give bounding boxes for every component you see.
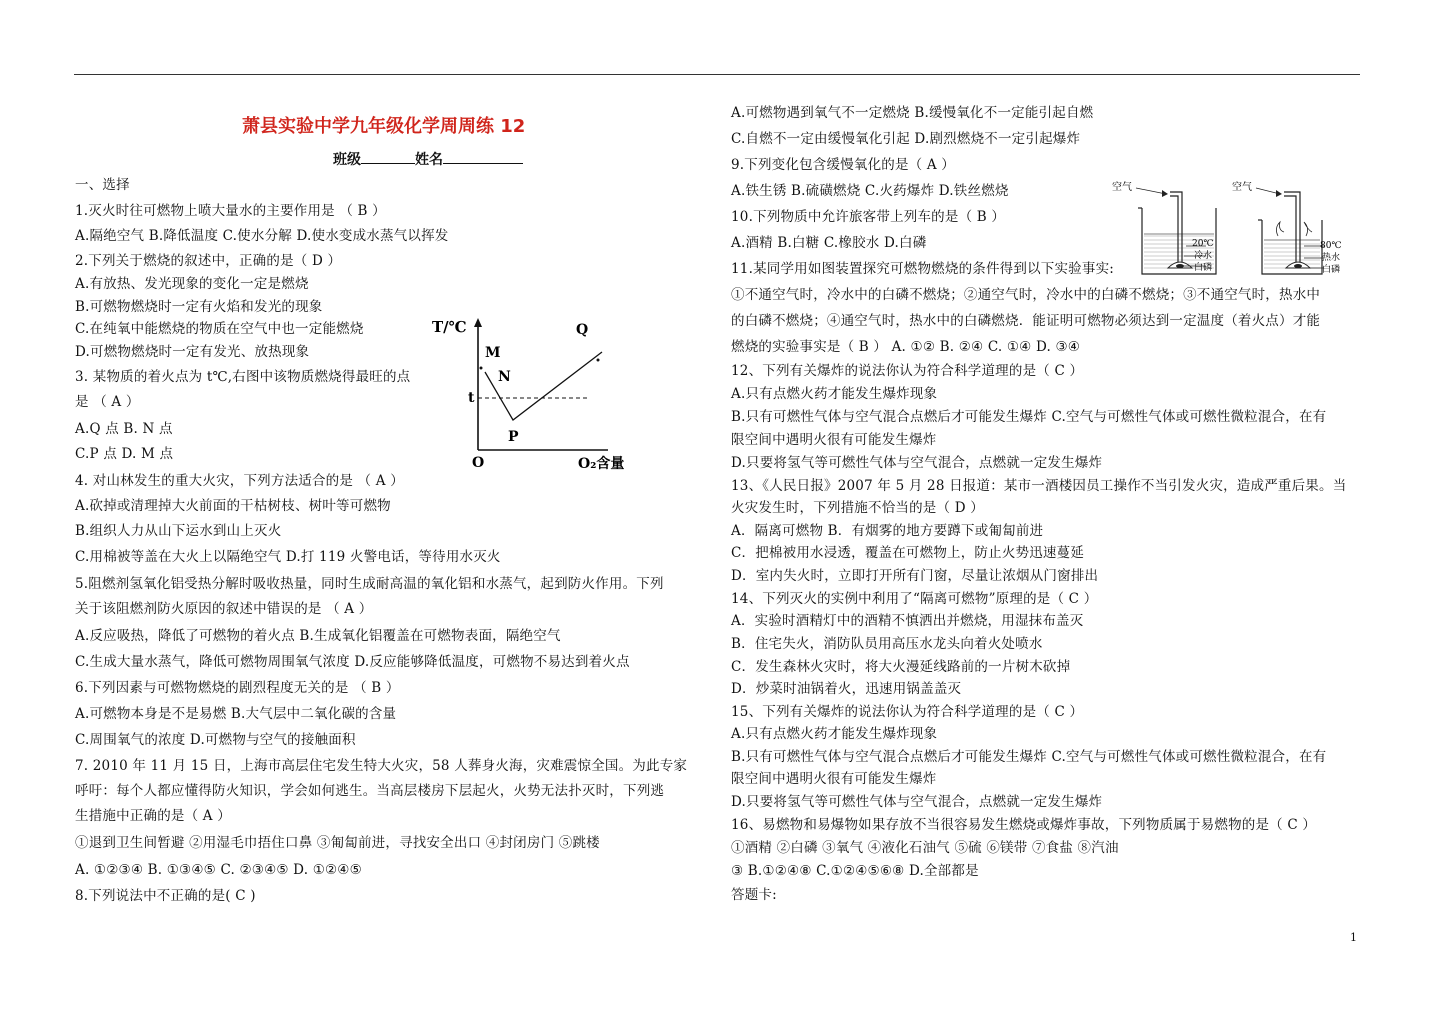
question-line: 16、易燃物和易爆物如果存放不当很容易发生燃烧或爆炸事故，下列物质属于易燃物的是（ C ） bbox=[731, 817, 1317, 833]
x-axis-label: O₂含量 bbox=[578, 456, 625, 472]
question-line: A.有放热、发光现象的变化一定是燃烧 bbox=[75, 276, 309, 292]
question-line: 3. 某物质的着火点为 t℃,右图中该物质燃烧得最旺的点 bbox=[75, 369, 411, 385]
name-label: 姓名 bbox=[415, 152, 443, 168]
question-line: 12、下列有关爆炸的说法你认为符合科学道理的是（ C ） bbox=[731, 363, 1084, 379]
question-line: D.只要将氢气等可燃性气体与空气混合，点燃就一定发生爆炸 bbox=[731, 455, 1103, 471]
question-line: 限空间中遇明火很有可能发生爆炸 bbox=[731, 432, 937, 448]
y-axis-label: T/℃ bbox=[432, 318, 467, 336]
left-air-label: 空气 bbox=[1112, 182, 1132, 193]
name-blank[interactable] bbox=[443, 150, 523, 164]
origin-label: O bbox=[472, 455, 485, 471]
t-label: t bbox=[468, 390, 475, 406]
question-line: A．隔离可燃物 B．有烟雾的地方要蹲下或匍匐前进 bbox=[731, 523, 1044, 539]
right-phosphorus-label: 白磷 bbox=[1322, 265, 1341, 275]
question-line: ①酒精 ②白磷 ③氧气 ④液化石油气 ⑤硫 ⑥镁带 ⑦食盐 ⑧汽油 bbox=[731, 840, 1119, 856]
graph-curve bbox=[485, 352, 602, 420]
apparatus-diagram bbox=[1108, 174, 1353, 280]
question-line: A.铁生锈 B.硫磺燃烧 C.火药爆炸 D.铁丝燃烧 bbox=[731, 183, 1009, 199]
question-line: B.只有可燃性气体与空气混合点燃后才可能发生爆炸 C.空气与可燃性气体或可燃性微粒混合，在有 bbox=[731, 749, 1327, 765]
question-line: D．室内失火时，立即打开所有门窗，尽量让浓烟从门窗排出 bbox=[731, 568, 1099, 584]
question-line: ③ B.①②④⑧ C.①②④⑤⑥⑧ D.全部都是 bbox=[731, 863, 979, 879]
question-line: A．实验时酒精灯中的酒精不慎洒出并燃烧，用湿抹布盖灭 bbox=[731, 613, 1084, 629]
header-rule bbox=[74, 74, 1360, 75]
question-line: A.可燃物本身是不是易燃 B.大气层中二氧化碳的含量 bbox=[75, 706, 397, 722]
page-number: 1 bbox=[1350, 931, 1357, 944]
question-line: 呼吁：每个人都应懂得防火知识，学会如何逃生。当高层楼房下层起火，火势无法扑灭时，下列逃 bbox=[75, 783, 665, 799]
question-line: C．把棉被用水浸透，覆盖在可燃物上，防止火势迅速蔓延 bbox=[731, 545, 1085, 561]
question-line: 限空间中遇明火很有可能发生爆炸 bbox=[731, 771, 937, 787]
left-temp-label: 20℃ bbox=[1192, 239, 1214, 249]
question-line: 是 （ A ） bbox=[75, 394, 140, 410]
question-line: D．炒菜时油锅着火，迅速用锅盖盖灭 bbox=[731, 681, 962, 697]
question-line: 的白磷不燃烧；④通空气时，热水中的白磷燃烧．能证明可燃物必须达到一定温度（着火点）才能 bbox=[731, 313, 1321, 329]
question-line: 7. 2010 年 11 月 15 日，上海市高层住宅发生特大火灾，58 人葬身火海，灾难震惊全国。为此专家 bbox=[75, 758, 688, 774]
question-line: C.用棉被等盖在大火上以隔绝空气 D.打 119 火警电话，等待用水灭火 bbox=[75, 549, 501, 565]
class-label: 班级 bbox=[333, 152, 361, 168]
question-line: 10.下列物质中允许旅客带上列车的是（ B ） bbox=[731, 209, 1006, 225]
question-line: 一、选择 bbox=[75, 177, 130, 193]
point-q-dot bbox=[597, 359, 600, 362]
question-line: B.可燃物燃烧时一定有火焰和发光的现象 bbox=[75, 299, 323, 315]
question-line: C.生成大量水蒸气，降低可燃物周围氧气浓度 D.反应能够降低温度，可燃物不易达到着火点 bbox=[75, 654, 630, 670]
question-line: A.隔绝空气 B.降低温度 C.使水分解 D.使水变成水蒸气以挥发 bbox=[75, 228, 449, 244]
question-line: 燃烧的实验事实是（ B ） A. ①② B. ②④ C. ①④ D. ③④ bbox=[731, 339, 1081, 355]
question-line: A.只有点燃火药才能发生爆炸现象 bbox=[731, 726, 938, 742]
cold-water-beaker bbox=[1138, 192, 1216, 274]
combustion-graph bbox=[430, 310, 640, 475]
left-phosphorus-label: 白磷 bbox=[1194, 263, 1213, 273]
question-line: C.在纯氧中能燃烧的物质在空气中也一定能燃烧 bbox=[75, 321, 364, 337]
point-p-label: P bbox=[508, 429, 519, 445]
question-line: B.组织人力从山下运水到山上灭火 bbox=[75, 523, 282, 539]
question-line: 1.灭火时往可燃物上喷大量水的主要作用是 （ B ） bbox=[75, 203, 386, 219]
point-m-label: M bbox=[485, 345, 501, 361]
question-line: A.只有点燃火药才能发生爆炸现象 bbox=[731, 386, 938, 402]
class-name-line bbox=[333, 149, 523, 169]
question-line: A.Q 点 B. N 点 bbox=[75, 421, 173, 437]
question-line: 6.下列因素与可燃物燃烧的剧烈程度无关的是 （ B ） bbox=[75, 680, 400, 696]
question-line: ①不通空气时，冷水中的白磷不燃烧；②通空气时，冷水中的白磷不燃烧；③不通空气时，热水中 bbox=[731, 287, 1321, 303]
question-line: A.反应吸热，降低了可燃物的着火点 B.生成氧化铝覆盖在可燃物表面，隔绝空气 bbox=[75, 628, 561, 644]
page-title: 萧县实验中学九年级化学周周练 12 bbox=[242, 116, 526, 137]
question-line: C.P 点 D. M 点 bbox=[75, 446, 174, 462]
point-n-label: N bbox=[498, 369, 511, 385]
question-line: B．住宅失火，消防队员用高压水龙头向着火处喷水 bbox=[731, 636, 1043, 652]
question-line: A. ①②③④ B. ①③④⑤ C. ②③④⑤ D. ①②④⑤ bbox=[75, 862, 362, 878]
right-temp-label: 80℃ bbox=[1320, 241, 1342, 251]
question-line: 生措施中正确的是（ A ） bbox=[75, 808, 231, 824]
question-line: C.自燃不一定由缓慢氧化引起 D.剧烈燃烧不一定引起爆炸 bbox=[731, 131, 1081, 147]
question-line: 14、下列灭火的实例中利用了“隔离可燃物”原理的是（ C ） bbox=[731, 591, 1098, 607]
question-line: 2.下列关于燃烧的叙述中，正确的是（ D ） bbox=[75, 253, 342, 269]
class-blank[interactable] bbox=[361, 150, 415, 164]
question-line: 8.下列说法中不正确的是( C ) bbox=[75, 888, 256, 904]
question-line: D.只要将氢气等可燃性气体与空气混合，点燃就一定发生爆炸 bbox=[731, 794, 1103, 810]
left-water-label: 冷水 bbox=[1194, 251, 1213, 261]
question-line: 关于该阻燃剂防火原因的叙述中错误的是 （ A ） bbox=[75, 601, 373, 617]
question-line: 13、《人民日报》2007 年 5 月 28 日报道：某市一酒楼因员工操作不当引发火灾，造成严重后果。当 bbox=[731, 478, 1347, 494]
right-air-label: 空气 bbox=[1232, 182, 1252, 193]
question-line: 15、下列有关爆炸的说法你认为符合科学道理的是（ C ） bbox=[731, 704, 1084, 720]
question-line: A.酒精 B.白糖 C.橡胶水 D.白磷 bbox=[731, 235, 927, 251]
question-line: 9.下列变化包含缓慢氧化的是（ A ） bbox=[731, 157, 956, 173]
graph-y-arrow bbox=[474, 318, 482, 327]
right-water-label: 热水 bbox=[1322, 253, 1341, 263]
question-line: ①退到卫生间暂避 ②用湿毛巾捂住口鼻 ③匍匐前进，寻找安全出口 ④封闭房门 ⑤跳楼 bbox=[75, 835, 600, 851]
question-line: 答题卡: bbox=[731, 887, 777, 903]
question-line: 11.某同学用如图装置探究可燃物燃烧的条件得到以下实验事实: bbox=[731, 261, 1115, 277]
hot-water-beaker bbox=[1258, 192, 1324, 274]
question-line: A.可燃物遇到氧气不一定燃烧 B.缓慢氧化不一定能引起自燃 bbox=[731, 105, 1094, 121]
question-line: C．发生森林火灾时，将大火漫延线路前的一片树木砍掉 bbox=[731, 659, 1071, 675]
point-q-label: Q bbox=[576, 322, 589, 338]
question-line: D.可燃物燃烧时一定有发光、放热现象 bbox=[75, 344, 310, 360]
question-line: 火灾发生时，下列措施不恰当的是（ D ） bbox=[731, 500, 984, 516]
question-line: 5.阻燃剂氢氧化铝受热分解时吸收热量，同时生成耐高温的氧化铝和水蒸气，起到防火作用。下列 bbox=[75, 576, 664, 592]
point-m-dot bbox=[480, 367, 483, 370]
question-line: 4. 对山林发生的重大火灾，下列方法适合的是 （ A ） bbox=[75, 473, 404, 489]
question-line: B.只有可燃性气体与空气混合点燃后才可能发生爆炸 C.空气与可燃性气体或可燃性微粒混合，在有 bbox=[731, 409, 1327, 425]
question-line: C.周围氧气的浓度 D.可燃物与空气的接触面积 bbox=[75, 732, 356, 748]
question-line: A.砍掉或清理掉大火前面的干枯树枝、树叶等可燃物 bbox=[75, 498, 391, 514]
